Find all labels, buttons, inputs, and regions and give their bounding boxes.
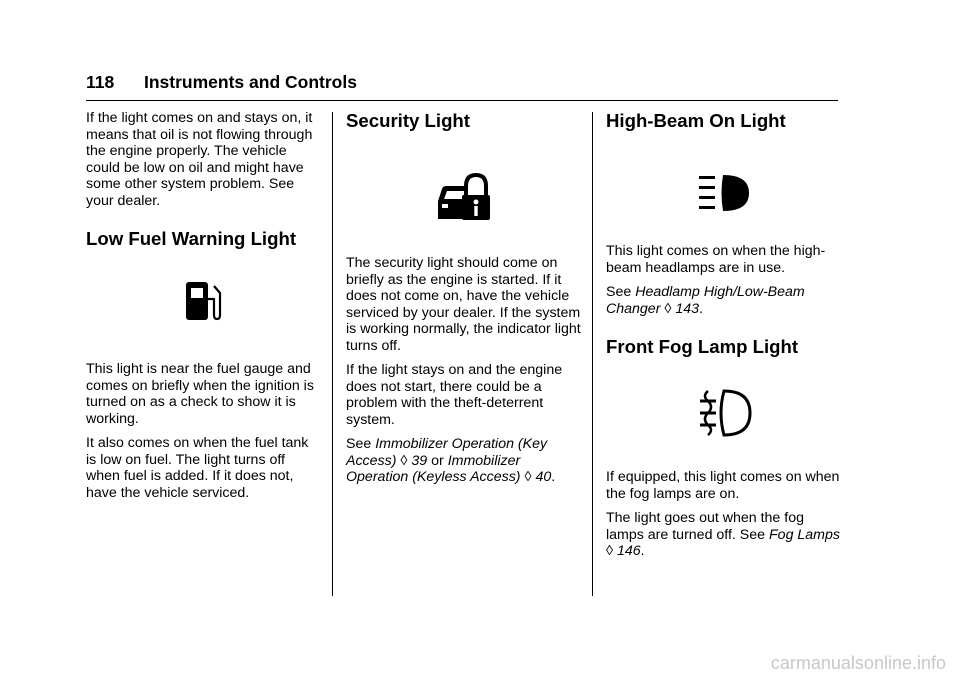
column-divider (592, 112, 593, 596)
immobilizer-key-access-link[interactable]: Immobilizer Operation (Key Access) (346, 436, 548, 469)
period: . (640, 543, 645, 559)
watermark: carmanualsonline.info (770, 653, 946, 673)
fog-lamp-paragraph-1: If equipped, this light comes on when the fog lamps are on. (606, 469, 840, 502)
page-ref-40[interactable]: 40 (535, 469, 552, 485)
immobilizer-keyless-access-link[interactable]: Immobilizer Operation (Keyless Access) (346, 452, 521, 485)
or-label: or (431, 452, 444, 469)
column-1 (86, 110, 322, 509)
column-3 (606, 109, 842, 568)
high-beam-reference (606, 284, 842, 317)
security-paragraph-1: The security light should come on briefly as the engine is started. If it does not come on, have the vehicle serviced by your dealer. If the system is working normally, the indicator light turns off. (346, 255, 581, 354)
section-title: Instruments and Controls (144, 72, 357, 92)
page-ref-icon: ◊ (664, 300, 672, 317)
period: . (699, 300, 703, 317)
low-fuel-paragraph-1: This light is near the fuel gauge and comes on briefly when the ignition is turned on as a check to show it is working. (86, 361, 314, 427)
oil-light-paragraph: If the light comes on and stays on, it means that oil is not flowing through the engine properly. The vehicle could be low on oil and might have some other system problem. See your dealer. (86, 110, 313, 209)
page-ref-143[interactable]: 143 (675, 300, 700, 317)
high-beam-heading: High-Beam On Light (606, 110, 786, 131)
column-2 (346, 109, 582, 494)
page-ref-icon: ◊ (400, 452, 408, 469)
headlamp-changer-link[interactable]: Headlamp High/Low-Beam Changer (606, 284, 805, 317)
fog-lamp-paragraph-2 (606, 510, 842, 560)
high-beam-paragraph: This light comes on when the high-beam headlamps are in use. (606, 243, 826, 276)
fog-lamp-text: The light goes out when the fog lamps are turned off. See (606, 510, 804, 543)
page-ref-146[interactable]: 146 (616, 543, 641, 559)
page-ref-icon: ◊ (524, 469, 532, 485)
low-fuel-paragraph-2: It also comes on when the fuel tank is low on fuel. The light turns off when fuel is added. If it does not, have the vehicle serviced. (86, 435, 309, 501)
front-fog-lamp-icon (606, 387, 842, 447)
security-paragraph-2: If the light stays on and the engine does not start, there could be a problem with the theft-deterrent system. (346, 362, 563, 428)
low-fuel-heading: Low Fuel Warning Light (86, 228, 297, 249)
see-label: See (346, 436, 372, 452)
fog-lamps-link[interactable]: Fog Lamps (769, 526, 840, 543)
high-beam-icon (606, 173, 842, 223)
period: . (551, 469, 556, 485)
security-reference (346, 436, 582, 486)
vehicle-security-lock-icon (346, 171, 582, 227)
page-header (86, 68, 838, 101)
column-divider (332, 112, 333, 596)
front-fog-lamp-heading: Front Fog Lamp Light (606, 336, 799, 357)
see-label: See (606, 284, 632, 300)
fuel-pump-icon (86, 277, 322, 337)
page-number: 118 (86, 72, 115, 92)
security-light-heading: Security Light (346, 110, 470, 131)
page-ref-39[interactable]: 39 (411, 452, 428, 469)
page-ref-icon: ◊ (606, 543, 614, 559)
